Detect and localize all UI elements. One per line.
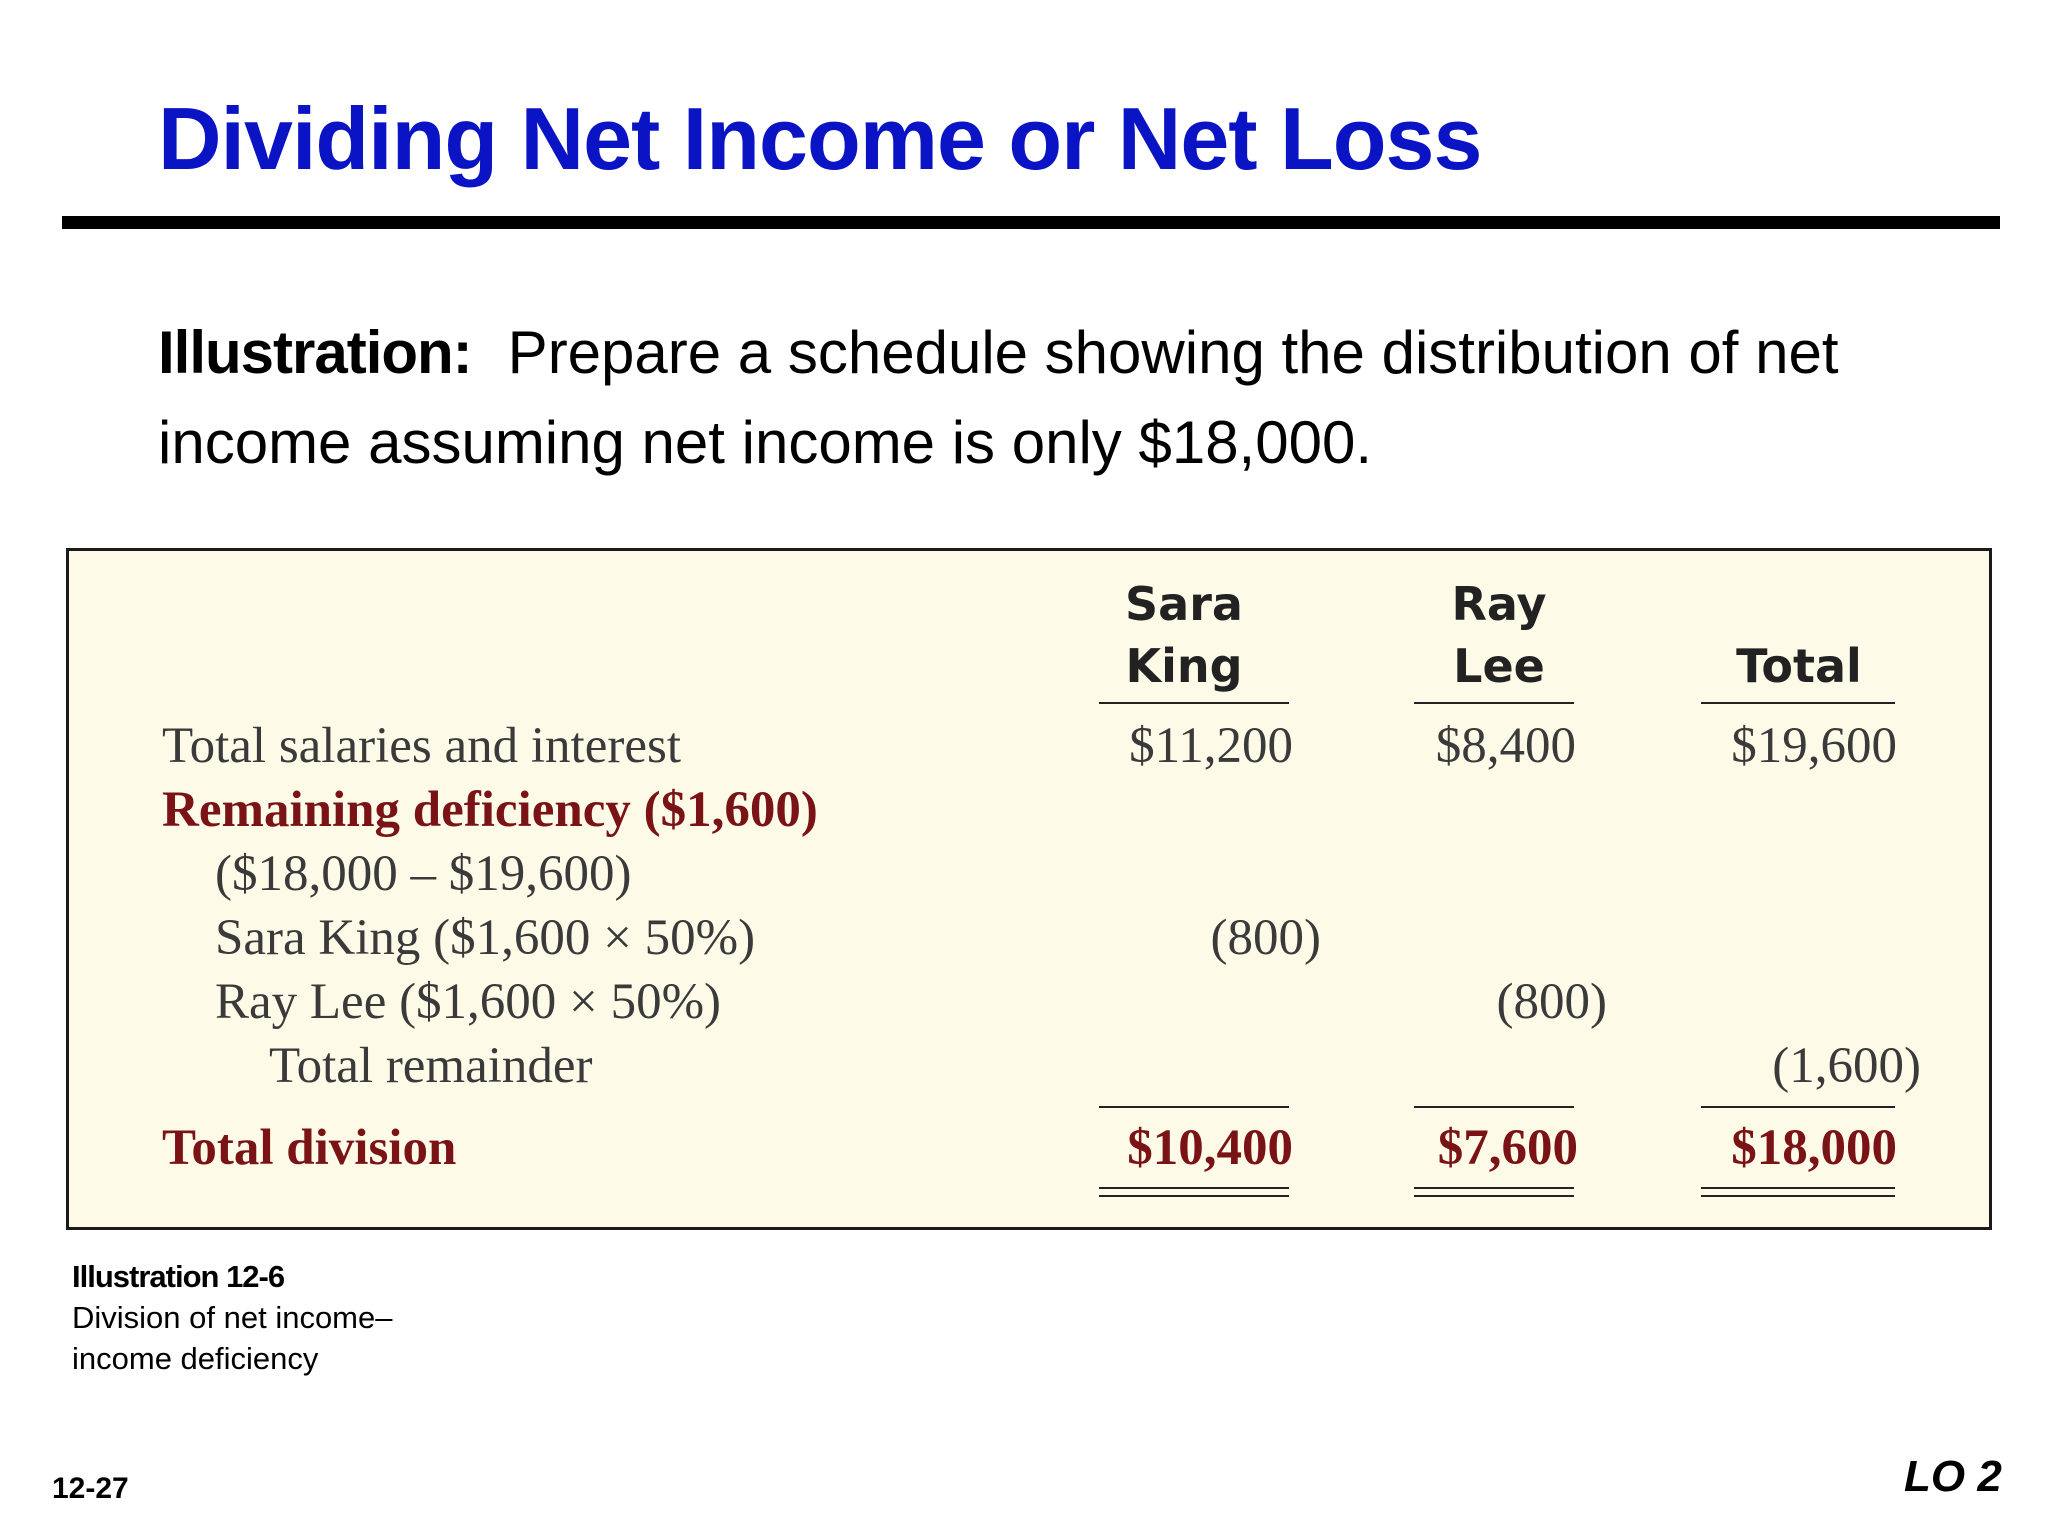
cell-ray-share: (800) bbox=[1496, 974, 1607, 1030]
row-label-total-remainder: Total remainder bbox=[269, 1038, 593, 1094]
double-rule-ray-bottom bbox=[1414, 1195, 1574, 1197]
title-divider bbox=[62, 216, 2000, 229]
cell-total-division-total: $18,000 bbox=[1731, 1120, 1897, 1176]
cell-salaries-total: $19,600 bbox=[1731, 718, 1897, 774]
income-division-schedule bbox=[66, 548, 1992, 1230]
header-rule-sara bbox=[1099, 702, 1289, 704]
cell-total-division-ray: $7,600 bbox=[1437, 1120, 1578, 1176]
column-header-line: Ray bbox=[1451, 577, 1547, 631]
illustration-prompt bbox=[158, 308, 1958, 488]
learning-objective-tag: LO 2 bbox=[1904, 1452, 2002, 1501]
illustration-label: Illustration: bbox=[158, 319, 472, 386]
cell-salaries-sara: $11,200 bbox=[1129, 718, 1293, 774]
double-rule-sara-top bbox=[1099, 1187, 1289, 1189]
column-header-ray-lee bbox=[1424, 573, 1574, 697]
header-rule-total bbox=[1701, 702, 1895, 704]
cell-sara-share: (800) bbox=[1210, 910, 1321, 966]
column-header-line: Lee bbox=[1453, 639, 1545, 693]
caption-line: income deficiency bbox=[72, 1341, 319, 1376]
cell-total-division-sara: $10,400 bbox=[1127, 1120, 1293, 1176]
illustration-body: Prepare a schedule showing the distribution of net income assuming net income is only $18,000. bbox=[158, 319, 1839, 476]
illustration-caption bbox=[72, 1256, 393, 1379]
cell-total-remainder: (1,600) bbox=[1772, 1038, 1921, 1094]
column-header-line bbox=[1719, 573, 1879, 635]
column-header-total bbox=[1719, 573, 1879, 697]
double-rule-ray-top bbox=[1414, 1187, 1574, 1189]
caption-heading: Illustration 12-6 bbox=[72, 1259, 285, 1294]
subtotal-rule-ray bbox=[1414, 1106, 1574, 1108]
column-header-line: Total bbox=[1736, 639, 1862, 693]
column-header-line: King bbox=[1125, 639, 1243, 693]
row-label-salaries-interest: Total salaries and interest bbox=[162, 718, 681, 774]
row-label-deficiency-calc: ($18,000 – $19,600) bbox=[215, 846, 632, 902]
slide-title: Dividing Net Income or Net Loss bbox=[158, 89, 1482, 188]
row-label-sara-share: Sara King ($1,600 × 50%) bbox=[215, 910, 756, 966]
cell-salaries-ray: $8,400 bbox=[1435, 718, 1576, 774]
row-label-total-division: Total division bbox=[162, 1120, 457, 1176]
column-header-sara-king bbox=[1109, 573, 1259, 697]
subtotal-rule-total bbox=[1701, 1106, 1895, 1108]
row-label-remaining-deficiency: Remaining deficiency ($1,600) bbox=[162, 782, 818, 838]
header-rule-ray bbox=[1414, 702, 1574, 704]
double-rule-total-bottom bbox=[1701, 1195, 1895, 1197]
row-label-ray-share: Ray Lee ($1,600 × 50%) bbox=[215, 974, 722, 1030]
double-rule-total-top bbox=[1701, 1187, 1895, 1189]
subtotal-rule-sara bbox=[1099, 1106, 1289, 1108]
double-rule-sara-bottom bbox=[1099, 1195, 1289, 1197]
slide-number: 12-27 bbox=[52, 1472, 129, 1505]
caption-line: Division of net income– bbox=[72, 1300, 393, 1335]
column-header-line: Sara bbox=[1125, 577, 1243, 631]
